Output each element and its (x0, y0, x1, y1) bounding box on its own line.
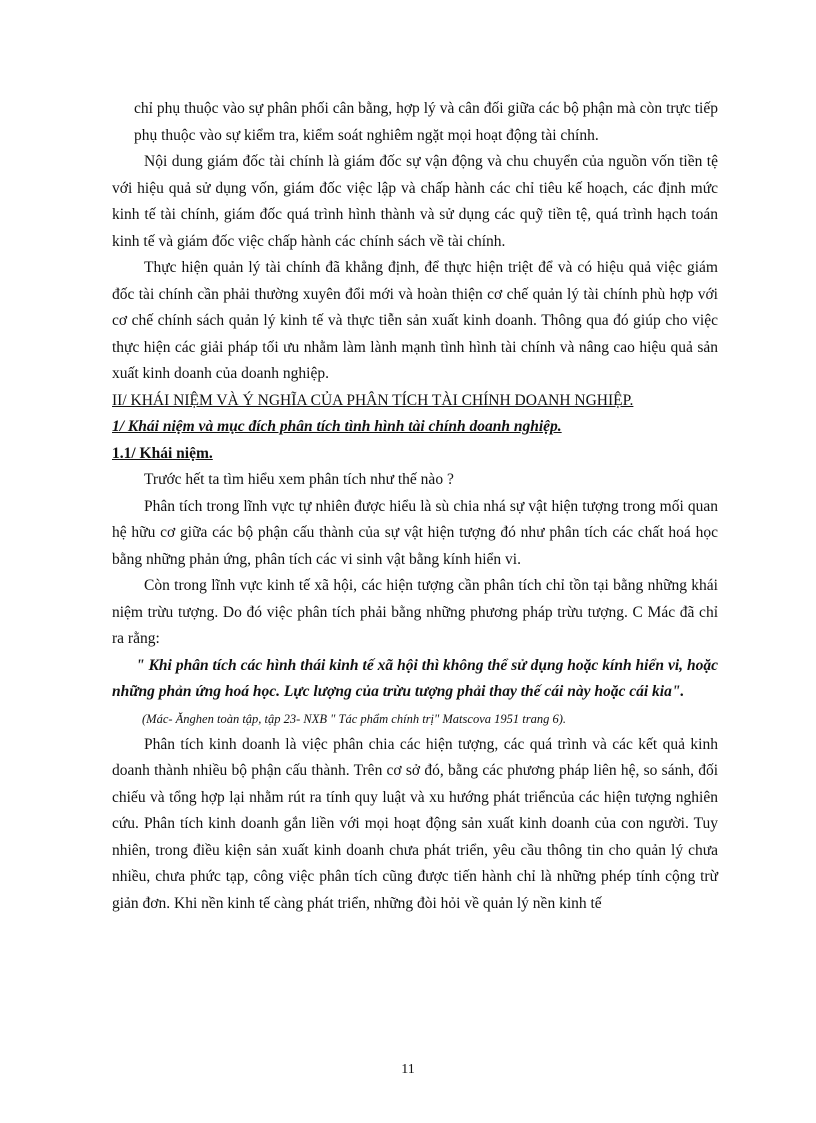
document-body (112, 96, 718, 917)
paragraph-3: Thực hiện quản lý tài chính đã khẳng định, để thực hiện triệt để và có hiệu quả việc giám đốc tài chính cần phải thường xuyên đổi mới và hoàn thiện cơ chế quản lý tài chính phù hợp với cơ chế chính sách quản lý kinh tế và thực tiễn sản xuất kinh doanh. Thông qua đó giúp cho việc thực hiện các giải pháp tối ưu nhằm làm lành mạnh tình hình tài chính và nâng cao hiệu quả sản xuất kinh doanh của doanh nghiệp. (112, 259, 718, 382)
page-number: 11 (401, 1062, 415, 1077)
marx-quote: " Khi phân tích các hình thái kinh tế xã hội thì không thể sử dụng hoặc kính hiển vi, hoặc những phản ứng hoá học. Lực lượng của trừu tượng phải thay thế cái này hoặc cái kia". (112, 656, 718, 700)
section-heading: II/ KHÁI NIỆM VÀ Ý NGHĨA CỦA PHÂN TÍCH TÀI CHÍNH DOANH NGHIỆP. (112, 391, 634, 409)
paragraph-7: Phân tích kinh doanh là việc phân chia các hiện tượng, các quá trình và các kết quả kinh doanh thành nhiều bộ phận cấu thành. Trên cơ sở đó, bằng các phương pháp liên hệ, so sánh, đối chiếu và tổng hợp lại nhằm rút ra tính quy luật và xu hướng phát triểncủa các hiện tượng nghiên cứu. Phân tích kinh doanh gắn liền với mọi hoạt động sản xuất kinh doanh của con người. Tuy nhiên, trong điều kiện sản xuất kinh doanh chưa phát triển, yêu cầu thông tin cho quản lý chưa nhiều, chưa phức tạp, công việc phân tích cũng được tiến hành chỉ là những phép tính cộng trừ giản đơn. Khi nền kinh tế càng phát triển, những đòi hỏi về quản lý nền kinh tế (112, 735, 718, 912)
paragraph-5: Phân tích trong lĩnh vực tự nhiên được hiểu là sù chia nhá sự vật hiện tượng trong mối quan hệ hữu cơ giữa các bộ phận cấu thành của sự vật hiện tượng đó như phân tích các chất hoá học bằng những phản ứng, phân tích các vi sinh vật bằng kính hiển vi. (112, 497, 718, 568)
subsection-heading: 1/ Khái niệm và mục đích phân tích tình hình tài chính doanh nghiệp. (112, 418, 562, 435)
paragraph-1: chỉ phụ thuộc vào sự phân phối cân bằng, hợp lý và cân đối giữa các bộ phận mà còn trực tiếp phụ thuộc vào sự kiểm tra, kiểm soát nghiêm ngặt mọi hoạt động tài chính. (134, 100, 718, 144)
quote-citation: (Mác- Ănghen toàn tập, tập 23- NXB " Tác phẩm chính trị" Matscova 1951 trang 6). (142, 711, 566, 726)
paragraph-2: Nội dung giám đốc tài chính là giám đốc sự vận động và chu chuyển của nguồn vốn tiền tệ với hiệu quả sử dụng vốn, giám đốc việc lập và chấp hành các chỉ tiêu kế hoạch, các định mức kinh tế tài chính, giám đốc quá trình hình thành và sử dụng các quỹ tiền tệ, quá trình hạch toán kinh tế và giám đốc việc chấp hành các chính sách về tài chính. (112, 153, 718, 250)
paragraph-4: Trước hết ta tìm hiểu xem phân tích như thế nào ? (144, 471, 454, 488)
subsubsection-heading: 1.1/ Khái niệm. (112, 444, 213, 462)
paragraph-6: Còn trong lĩnh vực kinh tế xã hội, các hiện tượng cần phân tích chỉ tồn tại bằng những khái niệm trừu tượng. Do đó việc phân tích phải bằng những phương pháp trừu tượng. C Mác đã chỉ ra rằng: (112, 577, 718, 647)
